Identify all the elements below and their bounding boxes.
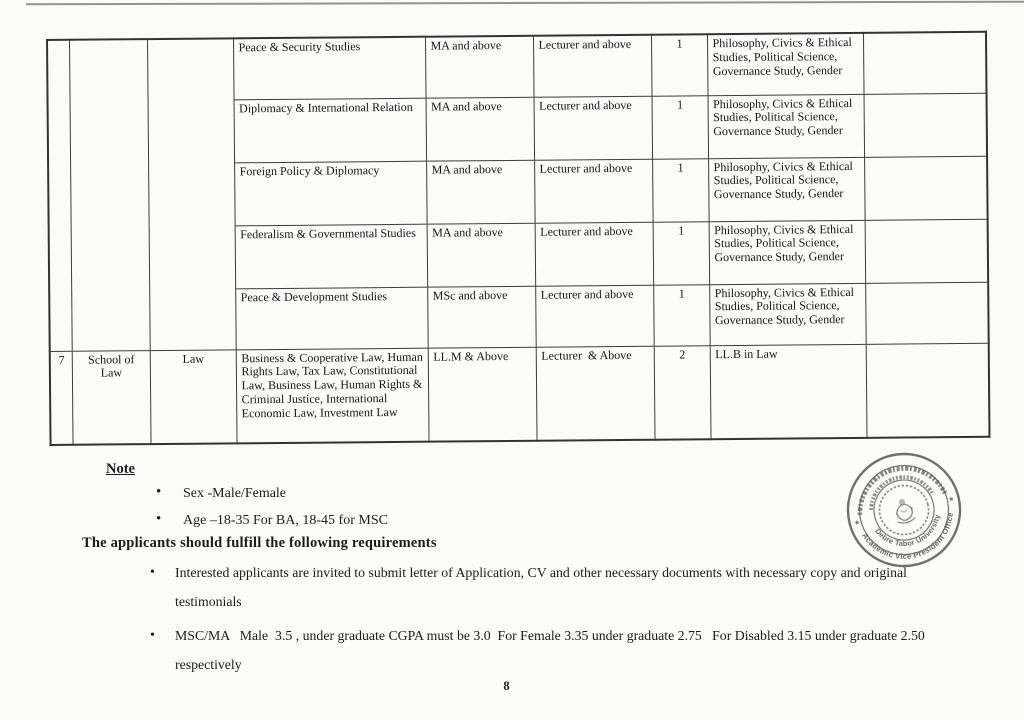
cell-rank: Lecturer and above bbox=[534, 96, 653, 160]
cell-department: Law bbox=[150, 349, 237, 444]
cell-required: 1 bbox=[653, 284, 710, 345]
cell-rank: Lecturer & Above bbox=[536, 346, 655, 441]
table-row-school-of-law bbox=[50, 343, 990, 445]
requirement-item-documents: • Interested applicants are invited to submit letter of Application, CV and other necessary documents with necessary copy and original testimonials bbox=[150, 558, 942, 616]
cell-background: Philosophy, Civics & Ethical Studies, Political Science, Governance Study, Gender bbox=[708, 157, 865, 221]
cell-school-continued bbox=[69, 39, 150, 351]
table-row bbox=[47, 32, 986, 101]
cell-qualification: MA and above bbox=[427, 223, 536, 287]
cell-field: Federalism & Governmental Studies bbox=[235, 224, 428, 289]
cell-field: Peace & Security Studies bbox=[233, 37, 426, 100]
stamp-outer-text: Academic Vice President Office bbox=[860, 511, 955, 562]
cell-field: Business & Cooperative Law, Human Rights Law, Tax Law, Constitutional Law, Business Law, Human Rights & Criminal Justice, International Economic Law, Investment Law bbox=[236, 348, 429, 444]
cell-background: LL.B in Law bbox=[710, 344, 867, 439]
cell-no: 7 bbox=[50, 351, 73, 445]
cell-background: Philosophy, Civics & Ethical Studies, Political Science, Governance Study, Gender bbox=[707, 33, 864, 95]
cell-field: Peace & Development Studies bbox=[235, 287, 428, 350]
cell-rank: Lecturer and above bbox=[535, 222, 654, 286]
cell-school: School of Law bbox=[72, 350, 151, 445]
vacancy-table-container bbox=[46, 31, 989, 446]
requirement-item-cgpa: • MSC/MA Male 3.5 , under graduate CGPA must be 3.0 For Female 3.35 under graduate 2.75 For Disabled 3.15 under graduate 2.50 respectively bbox=[150, 621, 942, 679]
cell-qualification: MA and above bbox=[426, 97, 535, 161]
cell-remark bbox=[866, 343, 990, 438]
cell-remark bbox=[865, 282, 989, 344]
cell-required: 1 bbox=[653, 221, 710, 284]
note-item-age: • Age –18-35 For BA, 18-45 for MSC bbox=[156, 511, 576, 530]
cell-rank: Lecturer and above bbox=[534, 159, 653, 223]
cell-remark bbox=[864, 93, 988, 157]
stamp-inner-text: Debre Tabor University bbox=[873, 513, 942, 549]
stamp-center-emblem bbox=[893, 498, 916, 526]
cell-qualification: MSc and above bbox=[427, 286, 536, 348]
cell-remark bbox=[865, 219, 989, 283]
cell-required: 2 bbox=[654, 345, 711, 439]
cell-remark bbox=[863, 32, 987, 94]
cell-background: Philosophy, Civics & Ethical Studies, Political Science, Governance Study, Gender bbox=[709, 220, 866, 284]
vacancy-table bbox=[46, 31, 991, 446]
scan-edge-line bbox=[26, 1, 1024, 6]
star-icon: ★ bbox=[853, 518, 862, 528]
note-list bbox=[156, 484, 576, 538]
cell-required: 1 bbox=[652, 158, 709, 221]
cell-department-continued bbox=[147, 38, 236, 350]
requirements-heading: The applicants should fulfill the following requirements bbox=[82, 535, 437, 551]
cell-remark bbox=[864, 156, 988, 220]
cell-no-continued bbox=[47, 40, 72, 351]
note-item-sex: • Sex -Male/Female bbox=[156, 484, 576, 503]
note-heading: Note bbox=[106, 461, 135, 477]
cell-rank: Lecturer and above bbox=[535, 285, 654, 347]
star-icon: ★ bbox=[947, 494, 956, 504]
cell-qualification: MA and above bbox=[425, 36, 534, 98]
cell-background: Philosophy, Civics & Ethical Studies, Political Science, Governance Study, Gender bbox=[708, 94, 865, 158]
page-number: 8 bbox=[503, 679, 510, 693]
cell-rank: Lecturer and above bbox=[533, 35, 652, 97]
cell-background: Philosophy, Civics & Ethical Studies, Political Science, Governance Study, Gender bbox=[709, 283, 866, 345]
cell-required: 1 bbox=[652, 95, 709, 158]
cell-required: 1 bbox=[651, 34, 708, 95]
requirements-list bbox=[150, 558, 942, 684]
cell-qualification: MA and above bbox=[426, 160, 535, 224]
cell-qualification: LL.M & Above bbox=[428, 347, 537, 442]
cell-field: Foreign Policy & Diplomacy bbox=[234, 161, 427, 226]
cell-field: Diplomacy & International Relation bbox=[234, 98, 427, 163]
